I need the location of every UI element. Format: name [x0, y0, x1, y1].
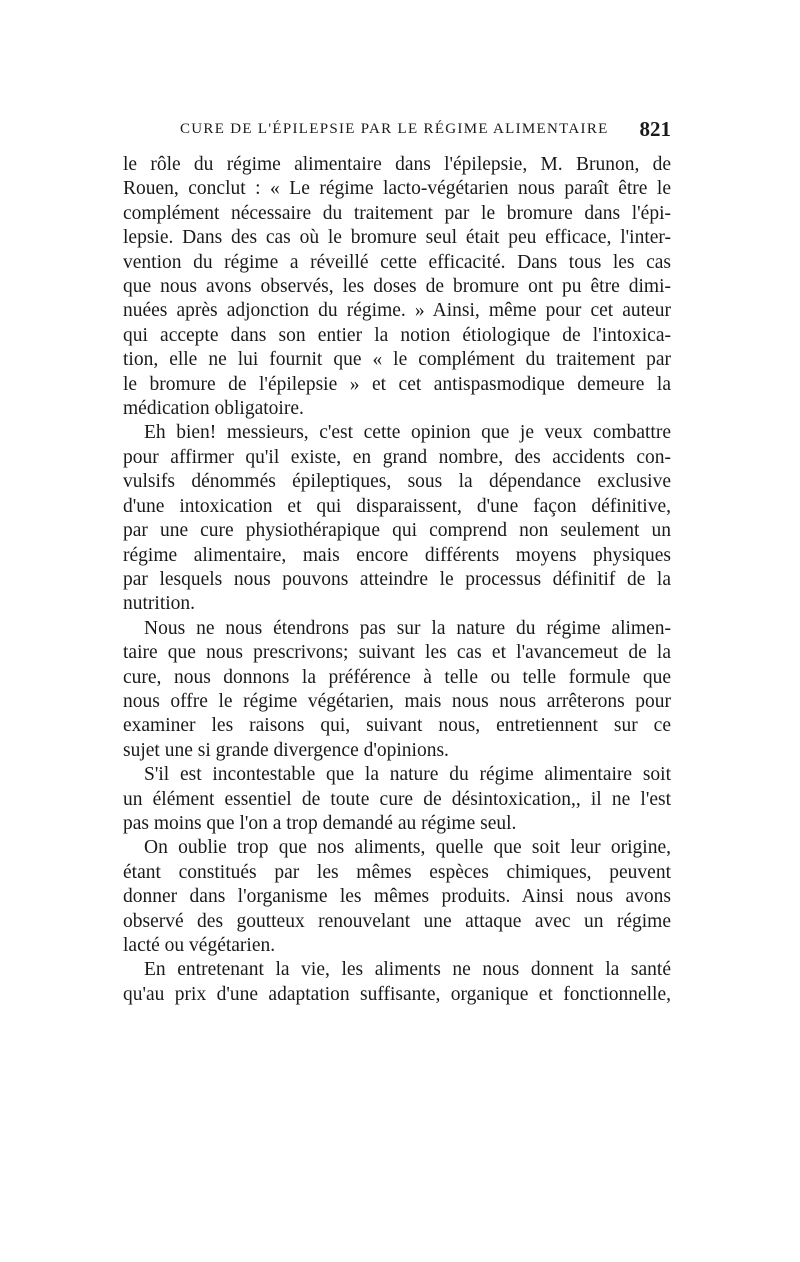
text-line: lacté ou végétarien.: [123, 935, 276, 956]
text-line: vulsifs dénommés épileptiques, sous la dépendance exclusive: [123, 471, 671, 493]
body-text: [123, 153, 671, 1007]
paragraph-5: [123, 836, 671, 958]
text-line: le bromure de l'épilepsie » et cet antispasmodique demeure la: [123, 373, 671, 395]
running-title: CURE DE L'ÉPILEPSIE PAR LE RÉGIME ALIMENTAIRE: [180, 121, 609, 137]
text-line: nuées après adjonction du régime. » Ainsi, même pour cet auteur: [123, 300, 671, 322]
text-line: d'une intoxication et qui disparaissent, d'une façon définitive,: [123, 495, 671, 517]
text-line: pas moins que l'on a trop demandé au régime seul.: [123, 812, 517, 834]
text-line: Eh bien! messieurs, c'est cette opinion que je veux combattre: [144, 422, 671, 444]
text-line: par lesquels nous pouvons atteindre le processus définitif de la: [123, 568, 671, 590]
text-line: régime alimentaire, mais encore différents moyens physiques: [123, 544, 671, 566]
text-line: nous offre le régime végétarien, mais nous nous arrêterons pour: [123, 690, 671, 712]
text-line: lepsie. Dans des cas où le bromure seul était peu efficace, l'inter-: [123, 227, 671, 249]
page-number: 821: [639, 117, 671, 141]
text-line: que nous avons observés, les doses de bromure ont pu être dimi-: [123, 276, 671, 298]
text-line: Rouen, conclut : « Le régime lacto-végétarien nous paraît être le: [123, 178, 671, 200]
text-line: étant constitués par les mêmes espèces chimiques, peuvent: [123, 861, 671, 883]
text-line: cure, nous donnons la préférence à telle ou telle formule que: [123, 666, 671, 688]
running-head: [123, 117, 671, 143]
text-line: le rôle du régime alimentaire dans l'épilepsie, M. Brunon, de: [123, 154, 671, 175]
text-line: examiner les raisons qui, suivant nous, entretiennent sur ce: [123, 715, 671, 737]
text-line: sujet une si grande divergence d'opinions.: [123, 739, 449, 761]
text-line: observé des goutteux renouvelant une attaque avec un régime: [123, 910, 671, 932]
text-line: S'il est incontestable que la nature du régime alimentaire soit: [144, 764, 671, 786]
text-line: En entretenant la vie, les aliments ne nous donnent la santé: [144, 959, 671, 981]
text-line: complément nécessaire du traitement par le bromure dans l'épi-: [123, 202, 671, 224]
text-line: un élément essentiel de toute cure de désintoxication,, il ne l'est: [123, 788, 671, 810]
text-line: tion, elle ne lui fournit que « le complément du traitement par: [123, 349, 671, 371]
text-line: Nous ne nous étendrons pas sur la nature du régime alimen-: [144, 617, 671, 639]
text-line: vention du régime a réveillé cette efficacité. Dans tous les cas: [123, 251, 671, 273]
text-line: qui accepte dans son entier la notion étiologique de l'intoxica-: [123, 324, 671, 346]
text-line: taire que nous prescrivons; suivant les cas et l'avancemeut de la: [123, 642, 671, 664]
text-line: qu'au prix d'une adaptation suffisante, organique et fonctionnelle,: [123, 983, 671, 1005]
text-line: On oublie trop que nos aliments, quelle que soit leur origine,: [144, 837, 671, 859]
paragraph-4: [123, 763, 671, 836]
paragraph-3: [123, 617, 671, 763]
paragraph-6: [123, 958, 671, 1007]
text-line: médication obligatoire.: [123, 398, 304, 420]
text-line: donner dans l'organisme les mêmes produits. Ainsi nous avons: [123, 886, 671, 908]
paragraph-2: [123, 421, 671, 616]
paragraph-1: [123, 153, 671, 421]
text-line: nutrition.: [123, 593, 196, 615]
text-line: pour affirmer qu'il existe, en grand nombre, des accidents con-: [123, 446, 671, 468]
text-line: par une cure physiothérapique qui comprend non seulement un: [123, 520, 671, 542]
